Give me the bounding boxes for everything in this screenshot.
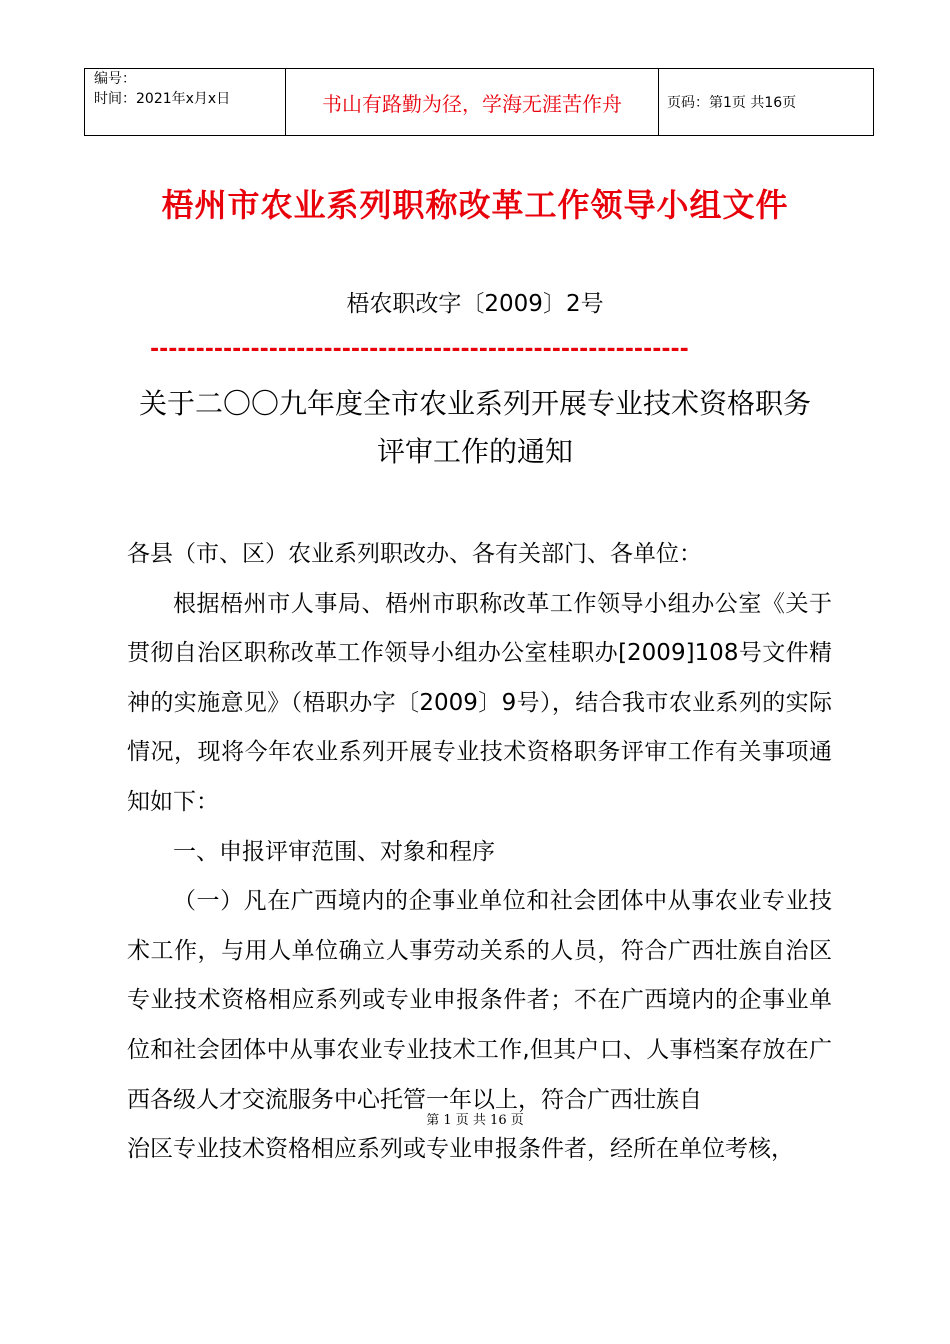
paragraph-intro: 根据梧州市人事局、梧州市职称改革工作领导小组办公室《关于贯彻自治区职称改革工作领导小组办公室桂职办[2009]108号文件精神的实施意见》（梧职办字〔2009〕9号），结合我市农业系列的实际情况，现将今年农业系列开展专业技术资格职务评审工作有关事项通知如下： (127, 590, 832, 815)
header-table (84, 68, 874, 136)
document-body (127, 530, 832, 1175)
header-info-cell (85, 69, 286, 136)
serial-label: 编号： (94, 71, 136, 87)
red-separator: ----------------------------------------------------------- (150, 337, 689, 362)
document-number: 梧农职改字〔2009〕2号 (346, 291, 604, 317)
page-label: 页码：第1页 共16页 (667, 95, 797, 111)
page-footer: 第 1 页 共 16 页 (426, 1113, 524, 1128)
paragraph-scope-continued: 治区专业技术资格相应系列或专业申报条件者，经所在单位考核， (127, 1136, 794, 1163)
notice-title-line1: 关于二〇〇九年度全市农业系列开展专业技术资格职务 (138, 387, 811, 420)
notice-title-line2: 评审工作的通知 (376, 435, 573, 468)
time-label: 时间：2021年x月x日 (94, 91, 231, 107)
notice-title (0, 380, 950, 476)
addressee: 各县（市、区）农业系列职改办、各有关部门、各单位： (127, 541, 702, 567)
paragraph-scope: （一）凡在广西境内的企事业单位和社会团体中从事农业专业技术工作，与用人单位确立人事劳动关系的人员，符合广西壮族自治区专业技术资格相应系列或专业申报条件者；不在广西境内的企事业单位和社会团体中从事农业专业技术工作,但其户口、人事档案存放在广西各级人才交流服务中心托管一年以上，符合广西壮族自 (127, 888, 832, 1113)
motto-text: 书山有路勤为径，学海无涯苦作舟 (322, 91, 622, 116)
section-heading-1: 一、申报评审范围、对象和程序 (173, 838, 495, 865)
motto-cell (286, 69, 659, 136)
page-info-cell (659, 69, 874, 136)
issuer-title: 梧州市农业系列职称改革工作领导小组文件 (161, 186, 789, 224)
